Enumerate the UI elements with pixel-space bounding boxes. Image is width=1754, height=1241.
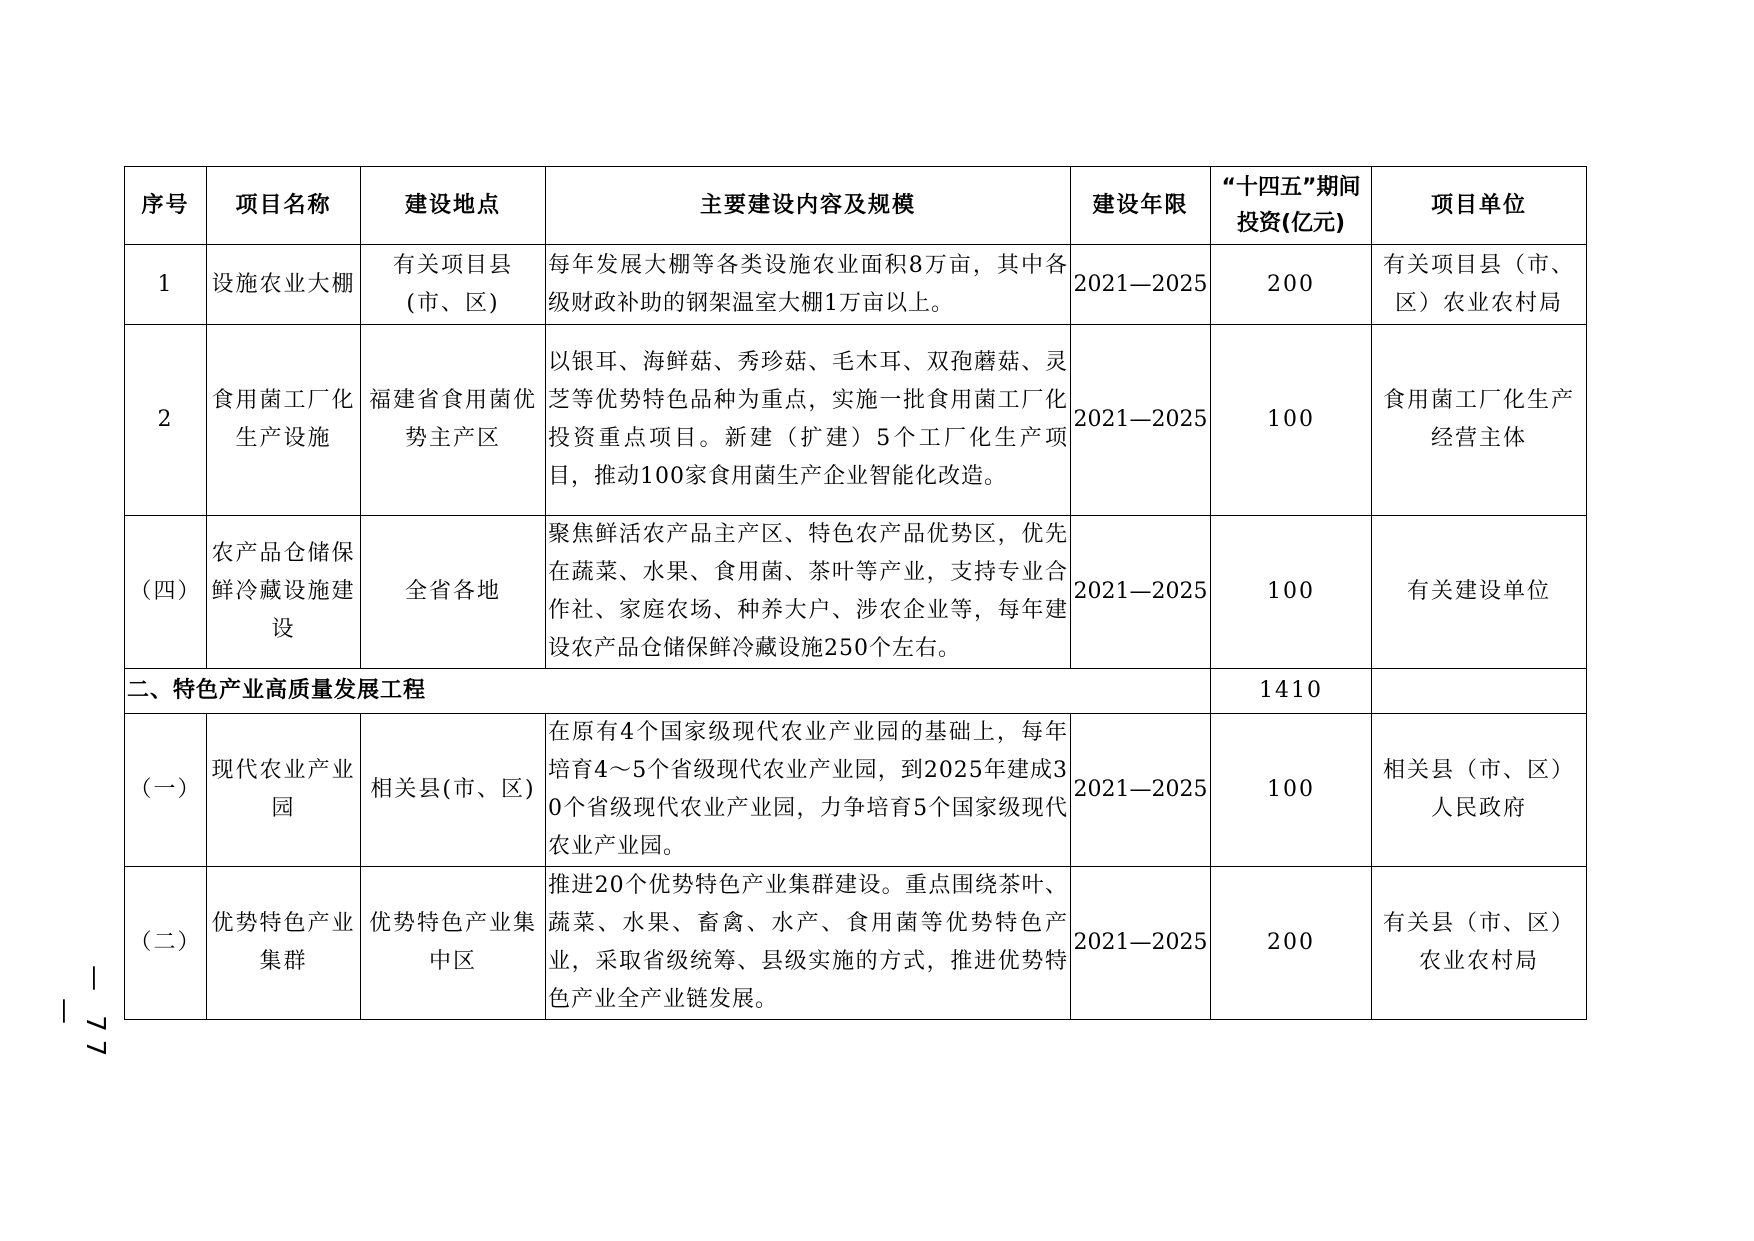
table-row xyxy=(125,867,1587,1020)
row-years: 2021—2025 xyxy=(1071,516,1211,669)
row-unit: 有关县（市、区）农业农村局 xyxy=(1372,867,1587,1020)
row-unit: 有关建设单位 xyxy=(1372,516,1587,669)
row-name: 食用菌工厂化生产设施 xyxy=(207,325,361,516)
header-investment: “十四五”期间投资(亿元) xyxy=(1211,167,1372,245)
section-unit xyxy=(1372,669,1587,714)
row-name: 农产品仓储保鲜冷藏设施建设 xyxy=(207,516,361,669)
row-name: 优势特色产业集群 xyxy=(207,867,361,1020)
header-unit: 项目单位 xyxy=(1372,167,1587,245)
row-unit: 有关项目县（市、区）农业农村局 xyxy=(1372,245,1587,325)
row-investment: 200 xyxy=(1211,245,1372,325)
header-name: 项目名称 xyxy=(207,167,361,245)
row-index: （二） xyxy=(125,867,207,1020)
row-years: 2021—2025 xyxy=(1071,245,1211,325)
project-table-container xyxy=(124,166,1586,1020)
header-location: 建设地点 xyxy=(361,167,546,245)
row-content: 聚焦鲜活农产品主产区、特色农产品优势区，优先在蔬菜、水果、食用菌、茶叶等产业，支持专业合作社、家庭农场、种养大户、涉农企业等，每年建设农产品仓储保鲜冷藏设施250个左右。 xyxy=(546,516,1071,669)
table-row xyxy=(125,714,1587,867)
row-years: 2021—2025 xyxy=(1071,867,1211,1020)
table-header-row xyxy=(125,167,1587,245)
row-location: 优势特色产业集中区 xyxy=(361,867,546,1020)
project-table xyxy=(124,166,1587,1020)
row-unit: 食用菌工厂化生产经营主体 xyxy=(1372,325,1587,516)
header-years: 建设年限 xyxy=(1071,167,1211,245)
row-investment: 200 xyxy=(1211,867,1372,1020)
section-title: 二、特色产业高质量发展工程 xyxy=(125,669,1211,714)
row-index: 1 xyxy=(125,245,207,325)
table-row xyxy=(125,245,1587,325)
row-name: 设施农业大棚 xyxy=(207,245,361,325)
row-content: 以银耳、海鲜菇、秀珍菇、毛木耳、双孢蘑菇、灵芝等优势特色品种为重点，实施一批食用菌工厂化投资重点项目。新建（扩建）5个工厂化生产项目，推动100家食用菌生产企业智能化改造。 xyxy=(546,325,1071,516)
section-investment: 1410 xyxy=(1211,669,1372,714)
row-investment: 100 xyxy=(1211,714,1372,867)
section-row xyxy=(125,669,1587,714)
row-location: 福建省食用菌优势主产区 xyxy=(361,325,546,516)
row-index: （一） xyxy=(125,714,207,867)
row-content: 在原有4个国家级现代农业产业园的基础上，每年培育4～5个省级现代农业产业园，到2025年建成30个省级现代农业产业园，力争培育5个国家级现代农业产业园。 xyxy=(546,714,1071,867)
header-content: 主要建设内容及规模 xyxy=(546,167,1071,245)
row-unit: 相关县（市、区）人民政府 xyxy=(1372,714,1587,867)
row-location: 全省各地 xyxy=(361,516,546,669)
header-index: 序号 xyxy=(125,167,207,245)
row-content: 每年发展大棚等各类设施农业面积8万亩，其中各级财政补助的钢架温室大棚1万亩以上。 xyxy=(546,245,1071,325)
row-name: 现代农业产业园 xyxy=(207,714,361,867)
row-years: 2021—2025 xyxy=(1071,714,1211,867)
row-investment: 100 xyxy=(1211,325,1372,516)
row-content: 推进20个优势特色产业集群建设。重点围绕茶叶、蔬菜、水果、畜禽、水产、食用菌等优势特色产业，采取省级统筹、县级实施的方式，推进优势特色产业全产业链发展。 xyxy=(546,867,1071,1020)
row-index: 2 xyxy=(125,325,207,516)
row-location: 相关县(市、区) xyxy=(361,714,546,867)
table-row xyxy=(125,325,1587,516)
row-index: （四） xyxy=(125,516,207,669)
page-number: — 77 — xyxy=(50,965,110,1065)
row-investment: 100 xyxy=(1211,516,1372,669)
table-row xyxy=(125,516,1587,669)
row-years: 2021—2025 xyxy=(1071,325,1211,516)
row-location: 有关项目县(市、区) xyxy=(361,245,546,325)
